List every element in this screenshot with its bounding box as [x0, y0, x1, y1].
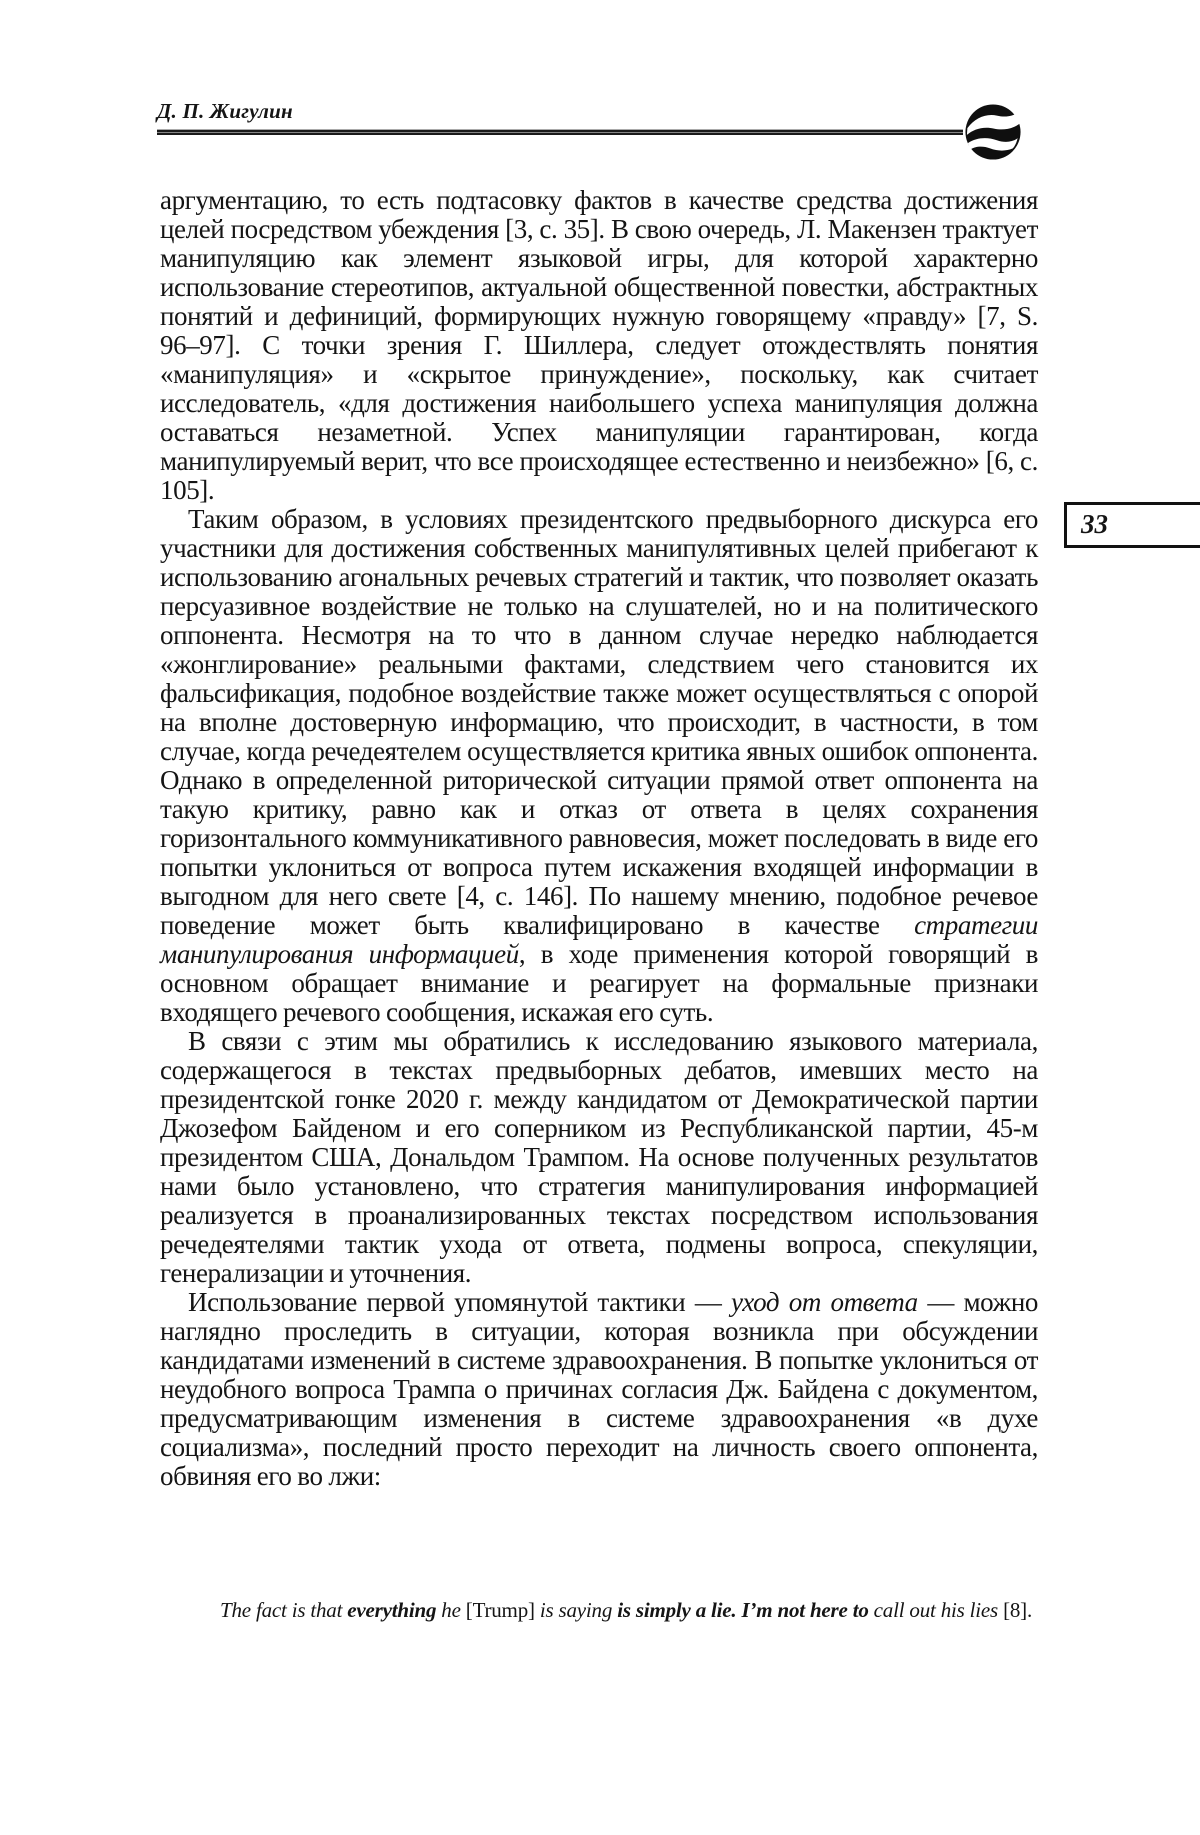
- quote-block: [198, 1594, 1040, 1627]
- publisher-logo-icon: [964, 103, 1022, 161]
- text-run: call out his lies: [868, 1598, 1004, 1622]
- paragraph: [160, 186, 1038, 505]
- text-run: В связи с этим мы обратились к исследованию языкового материала, содержащегося в текстах предвыборных дебатов, имевших место на президентской гонке 2020 г. между кандидатом от Демократической партии Джозефом Байденом и его соперником из Республиканской партии, 45-м президентом США, Дональдом Трампом. На основе полученных результатов нами было установлено, что стратегия манипулирования информацией реализуется в проанализированных текстах посредством использования речедеятелями тактик ухода от ответа, подмены вопроса, спекуляции, генерализации и уточнения.: [160, 1026, 1038, 1288]
- paragraph: [160, 1288, 1038, 1491]
- text-run: Таким образом, в условиях президентского предвыборного дискурса его участники для достижения собственных манипулятивных целей прибегают к использованию агональных речевых стратегий и тактик, что позволяет оказать персуазивное воздействие не только на слушателей, но и на политического оппонента. Несмотря на то что в данном случае нередко наблюдается «жонглирование» реальными фактами, следствием чего становится их фальсификация, подобное воздействие также может осуществляться с опорой на вполне достоверную информацию, что происходит, в частности, в том случае, когда речедеятелем осуществляется критика явных ошибок оппонента. Однако в определенной риторической ситуации прямой ответ оппонента на такую критику, равно как и отказ от ответа в целях сохранения горизонтального коммуникативного равновесия, может последовать в виде его попытки уклониться от вопроса путем искажения входящей информации в выгодном для него свете [4, с. 146]. По нашему мнению, подобное речевое поведение может быть квалифицировано в качестве: [160, 504, 1038, 940]
- text-run: Использование первой упомянутой тактики —: [188, 1287, 732, 1317]
- text-run: The fact is that: [220, 1598, 348, 1622]
- text-run: [Trump]: [465, 1598, 535, 1622]
- text-run: is simply a lie. I’m not here to: [617, 1598, 869, 1622]
- header-rule: [157, 129, 963, 135]
- running-header-author: Д. П. Жигулин: [157, 99, 293, 123]
- page-number: 33: [1081, 509, 1108, 539]
- text-run: is saying: [534, 1598, 618, 1622]
- text-run: уход от ответа: [731, 1287, 918, 1317]
- text-run: аргументацию, то есть подтасовку фактов в качестве средства достижения целей посредством убеждения [3, с. 35]. В свою очередь, Л. Макензен трактует манипуляцию как элемент языковой игры, для которой характерно использование стереотипов, актуальной общественной повестки, абстрактных понятий и дефиниций, формирующих нужную говорящему «правду» [7, S. 96–97]. С точки зрения Г. Шиллера, следует отождествлять понятия «манипуляция» и «скрытое принуждение», поскольку, как считает исследователь, «для достижения наибольшего успеха манипуляция должна оставаться незаметной. Успех манипуляции гарантирован, когда манипулируемый верит, что все происходящее естественно и неизбежно» [6, с. 105].: [160, 185, 1038, 505]
- page-number-box: [1064, 502, 1200, 548]
- paragraph: [160, 1027, 1038, 1288]
- text-run: everything: [347, 1598, 437, 1622]
- text-run: , в ходе применения которой говорящий в основном обращает внимание и реагирует на формальные признаки входящего речевого сообщения, искажая его суть.: [160, 939, 1038, 1027]
- text-run: [8].: [1003, 1598, 1033, 1622]
- article-body: [160, 186, 1038, 1491]
- text-run: стратегии манипулирования информацией: [160, 910, 1038, 969]
- paragraph: [160, 505, 1038, 1027]
- text-run: — можно наглядно проследить в ситуации, которая возникла при обсуждении кандидатами изменений в системе здравоохранения. В попытке уклониться от неудобного вопроса Трампа о причинах согласия Дж. Байдена с документом, предусматривающим изменения в системе здравоохранения «в духе социализма», последний просто переходит на личность своего оппонента, обвиняя его во лжи:: [160, 1287, 1038, 1491]
- text-run: he: [436, 1598, 466, 1622]
